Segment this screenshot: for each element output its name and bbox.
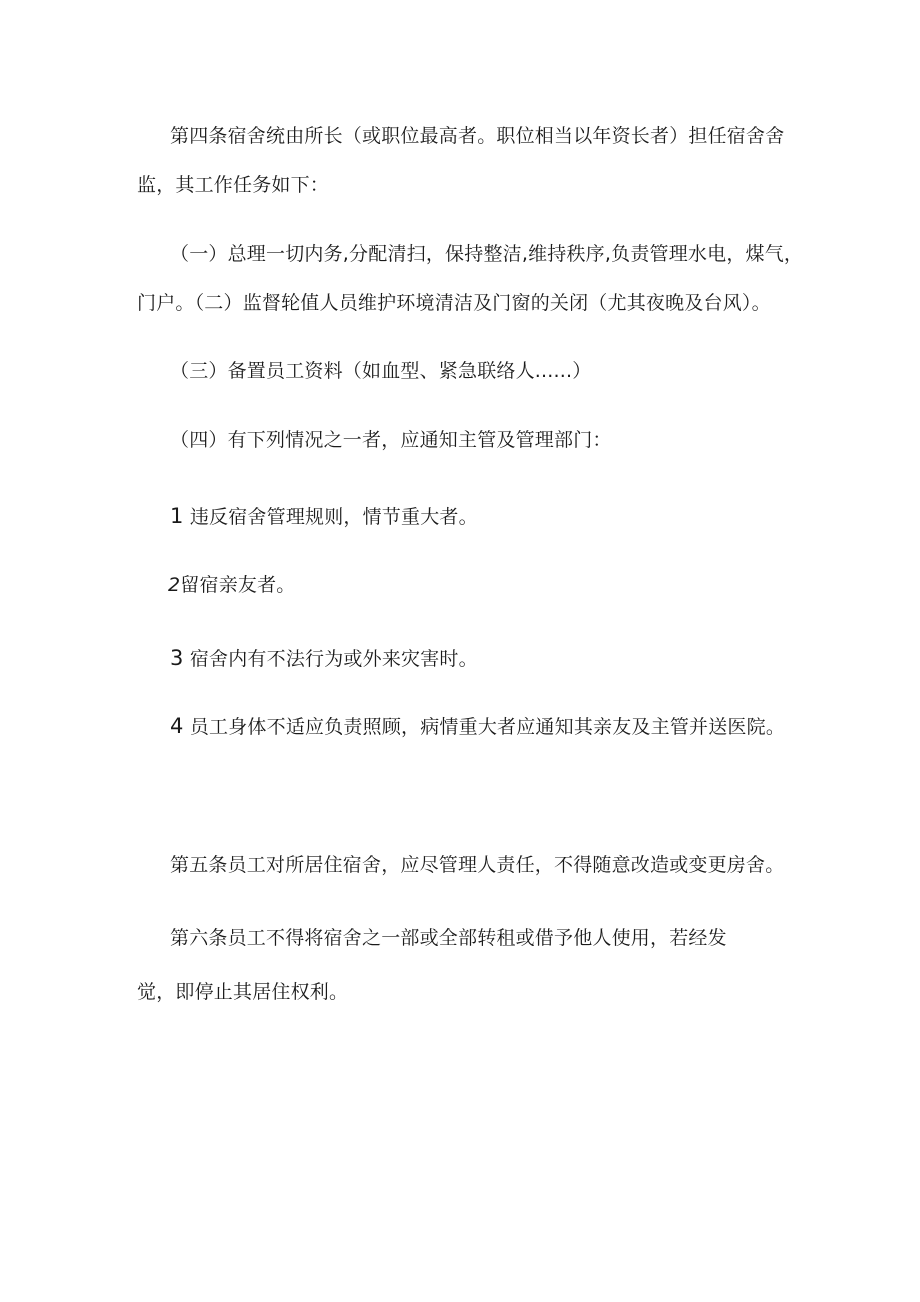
case-2 [168,572,296,598]
item-4: （四）有下列情况之一者，应通知主管及管理部门： [170,429,612,451]
article-4-line-2: 监，其工作任务如下： [137,174,330,196]
case-1 [170,503,478,530]
article-4-line-1: 第四条宿舍统由所长（或职位最高者。职位相当以年资长者）担任宿舍舍 [170,125,785,147]
case-text: 宿舍内有不法行为或外来灾害时。 [189,648,478,670]
item-1-line-2: 门户。（二）监督轮值人员维护环境清洁及门窗的关闭（尤其夜晚及台风）。 [137,292,771,314]
case-number: 2 [168,574,181,596]
case-text: 留宿亲友者。 [180,574,296,596]
article-5: 第五条员工对所居住宿舍，应尽管理人责任，不得随意改造或变更房舍。 [170,854,785,876]
case-number: 4 [170,714,184,738]
article-6-line-2: 觉，即停止其居住权利。 [137,981,349,1003]
case-text: 违反宿舍管理规则，情节重大者。 [189,506,478,528]
article-6-line-1: 第六条员工不得将宿舍之一部或全部转租或借予他人使用，若经发 [170,927,727,949]
case-3 [170,645,478,672]
item-1-line-1: （一）总理一切内务,分配清扫，保持整洁,维持秩序,负责管理水电，煤气， [170,243,804,265]
case-number: 3 [170,646,184,670]
case-text: 员工身体不适应负责照顾，病情重大者应通知其亲友及主管并送医院。 [189,716,786,738]
case-4 [170,713,785,740]
case-number: 1 [170,504,184,528]
item-3: （三）备置员工资料（如血型、紧急联络人......） [170,360,592,382]
